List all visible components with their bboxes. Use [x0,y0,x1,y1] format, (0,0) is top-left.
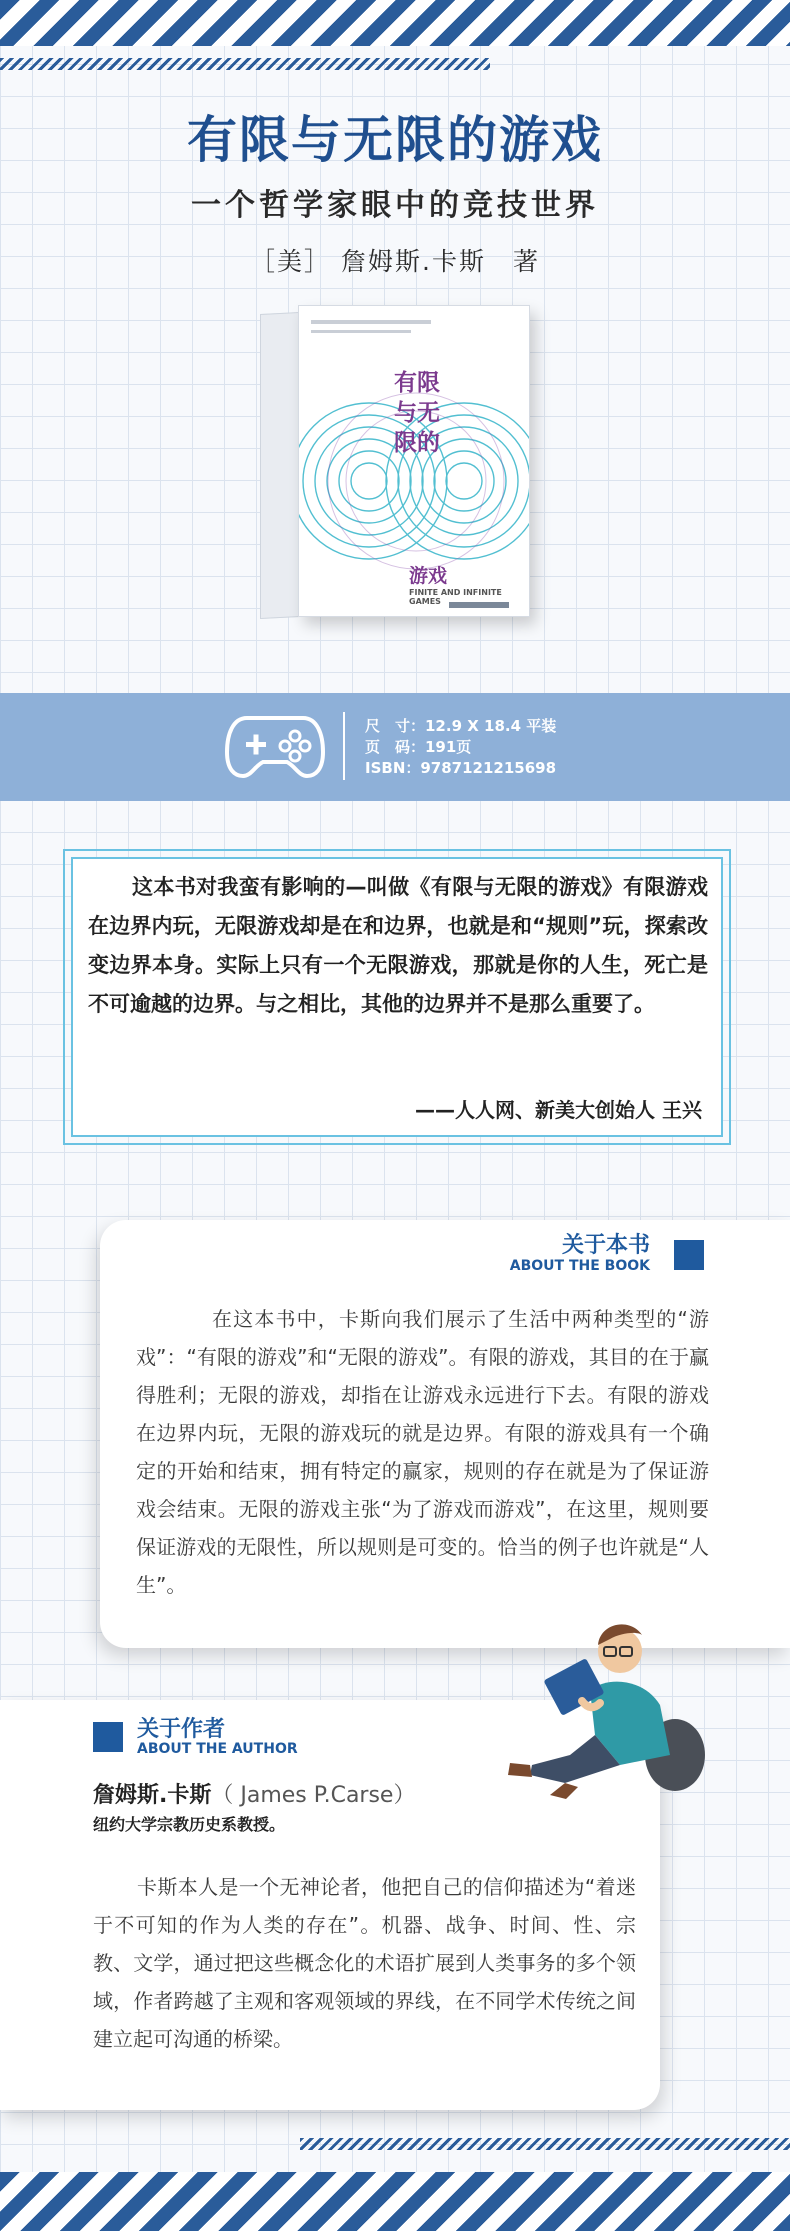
top-stripe-band [0,0,790,46]
spec-isbn: ISBN：9787121215698 [365,759,557,777]
book-cover-image [260,305,530,625]
about-book-heading: 关于本书 [561,1233,650,1258]
about-author-marker [93,1722,123,1752]
author-role: 纽约大学宗教历史系教授。 [93,1815,286,1834]
book-cover-front [298,305,530,617]
author-name-line [93,1778,415,1809]
bottom-thin-stripe [300,2138,790,2150]
reading-man-illustration [470,1605,710,1805]
page-subtitle: 一个哲学家眼中的竞技世界 [191,188,599,223]
top-thin-stripe [0,58,490,70]
about-book-marker [674,1240,704,1270]
about-author-heading-en: ABOUT THE AUTHOR [137,1741,298,1757]
about-author-heading: 关于作者 [137,1717,226,1742]
bottom-stripe-band [0,2172,790,2231]
cover-title-en: FINITE AND INFINITE GAMES [409,588,502,606]
page-title: 有限与无限的游戏 [187,111,603,169]
cover-title-game: 游戏 [409,565,448,587]
about-author-body: 卡斯本人是一个无神论者，他把自己的信仰描述为“着迷于不可知的作为人类的存在”。机器、战争、时间、性、宗教、文学，通过把这些概念化的术语扩展到人类事务的多个领域，作者跨越了主观和客观领域的界线，在不同学术传统之间建立起可沟通的桥梁。 [93,1875,636,2051]
book-spine [260,312,300,619]
gamepad-icon [225,712,325,780]
spec-size: 尺 寸：12.9 X 18.4 平装 [365,717,557,735]
author-line: ［美］ 詹姆斯.卡斯 著 [250,247,540,276]
spec-list [365,716,556,779]
spec-divider [343,712,345,780]
quote-signature: ——人人网、新美大创始人 王兴 [415,1098,702,1122]
spec-pages: 页 码：191页 [365,738,472,756]
author-name-en: （ James P.Carse） [211,1783,416,1808]
about-book-body: 在这本书中，卡斯向我们展示了生活中两种类型的“游戏”：“有限的游戏”和“无限的游戏”。有限的游戏，其目的在于赢得胜利；无限的游戏，却指在让游戏永远进行下去。有限的游戏在边界内玩，无限的游戏玩的就是边界。有限的游戏具有一个确定的开始和结束，拥有特定的赢家，规则的存在就是为了保证游戏会结束。无限的游戏主张“为了游戏而游戏”，在这里，规则要保证游戏的无限性，所以规则是可变的。恰当的例子也许就是“人生”。 [136,1307,709,1597]
author-name: 詹姆斯.卡斯 [93,1783,212,1808]
about-book-heading-en: ABOUT THE BOOK [509,1258,650,1274]
cover-title: 有限与无限的 [394,370,440,456]
quote-text: 这本书对我蛮有影响的—叫做《有限与无限的游戏》有限游戏在边界内玩，无限游戏却是在和边界，也就是和“规则”玩，探索改变边界本身。实际上只有一个无限游戏，那就是你的人生，死亡是不可逾越的边界。与之相比，其他的边界并不是那么重要了。 [88,875,708,1016]
